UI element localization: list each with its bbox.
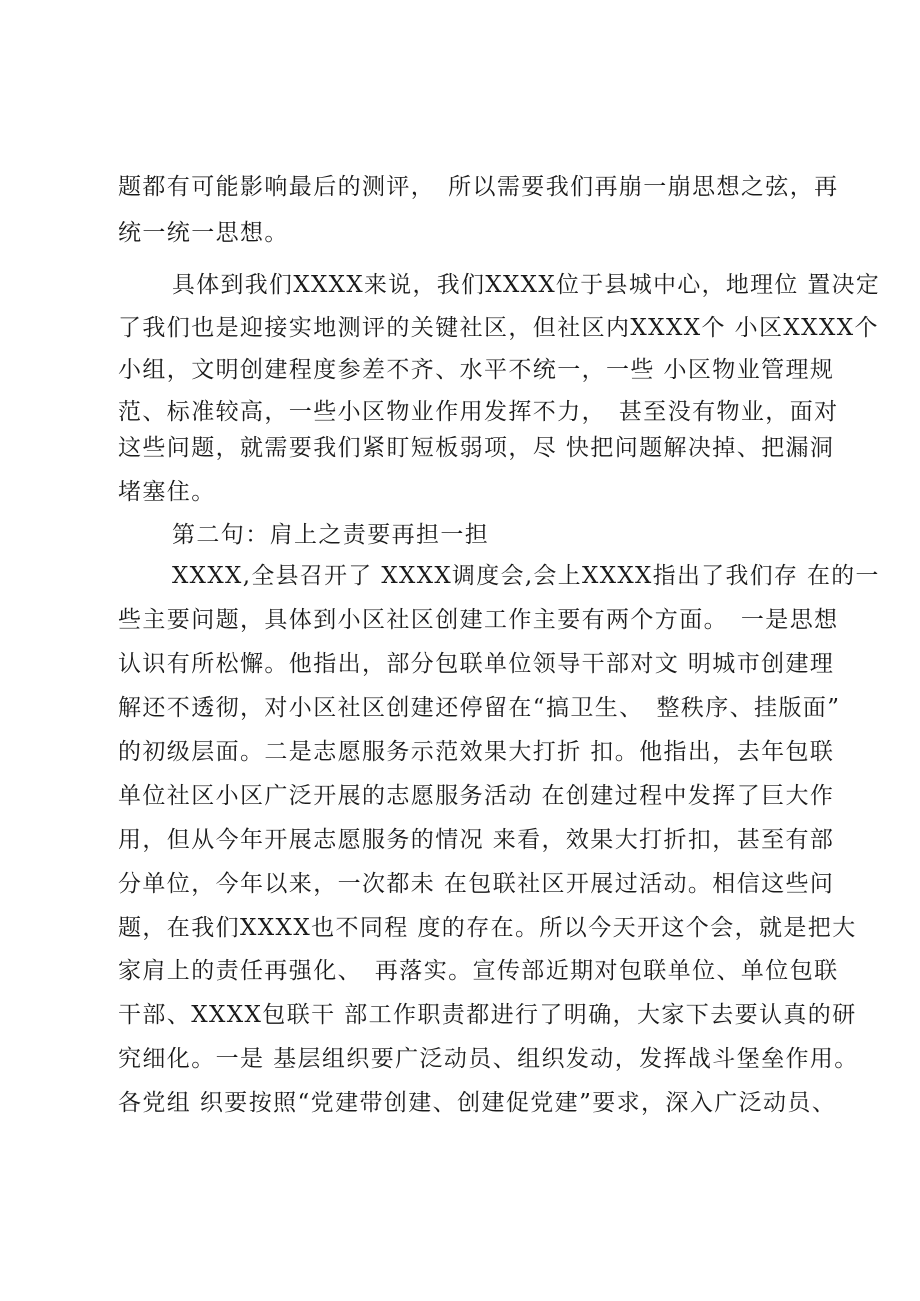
text-line: 统一统一思想。 <box>118 220 289 246</box>
text-line: 单位社区小区广泛开展的志愿服务活动 在创建过程中发挥了巨大作 <box>118 783 835 809</box>
text-line: 具体到我们XXXX来说，我们XXXX位于县城中心，地理位 置决定 <box>172 272 881 298</box>
text-line: 用，但从今年开展志愿服务的情况 来看，效果大打折扣，甚至有部 <box>118 827 835 853</box>
text-line: 的初级层面。二是志愿服务示范效果大打折 扣。他指出，去年包联 <box>118 739 835 765</box>
text-line: 了我们也是迎接实地测评的关键社区，但社区内XXXX个 小区XXXX个 <box>118 315 879 341</box>
section-heading: 第二句：肩上之责要再担一担 <box>172 522 490 548</box>
text-line: XXXX,全县召开了 XXXX调度会,会上XXXX指出了我们存 在的一 <box>172 563 880 589</box>
text-line: 究细化。一是 基层组织要广泛动员、组织发动，发挥战斗堡垒作用。 <box>118 1046 859 1072</box>
text-line: 干部、XXXX包联干 部工作职责都进行了明确，大家下去要认真的研 <box>118 1002 857 1028</box>
text-line: 堵塞住。 <box>118 479 216 505</box>
text-line: 题都有可能影响最后的测评， 所以需要我们再崩一崩思想之弦，再 <box>118 174 839 200</box>
text-line: 小组，文明创建程度参差不齐、水平不统一，一些 小区物业管理规 <box>118 357 835 383</box>
text-line: 认识有所松懈。他指出，部分包联单位领导干部对文 明城市创建理 <box>118 651 835 677</box>
text-line: 题，在我们XXXX也不同程 度的存在。所以今天开这个会，就是把大 <box>118 915 857 941</box>
text-line: 解还不透彻，对小区社区创建还停留在“搞卫生、 整秩序、挂版面” <box>118 695 841 721</box>
text-line: 些主要问题，具体到小区社区创建工作主要有两个方面。 一是思想 <box>118 607 839 633</box>
text-line: 各党组 织要按照“党建带创建、创建促党建”要求，深入广泛动员、 <box>118 1090 837 1116</box>
text-line: 范、标准较高，一些小区物业作用发挥不力， 甚至没有物业，面对 <box>118 399 839 425</box>
text-line: 这些问题，就需要我们紧盯短板弱项，尽 快把问题解决掉、把漏洞 <box>118 435 835 461</box>
text-line: 分单位，今年以来，一次都未 在包联社区开展过活动。相信这些问 <box>118 871 835 897</box>
text-line: 家肩上的责任再强化、 再落实。宣传部近期对包联单位、单位包联 <box>118 958 839 984</box>
